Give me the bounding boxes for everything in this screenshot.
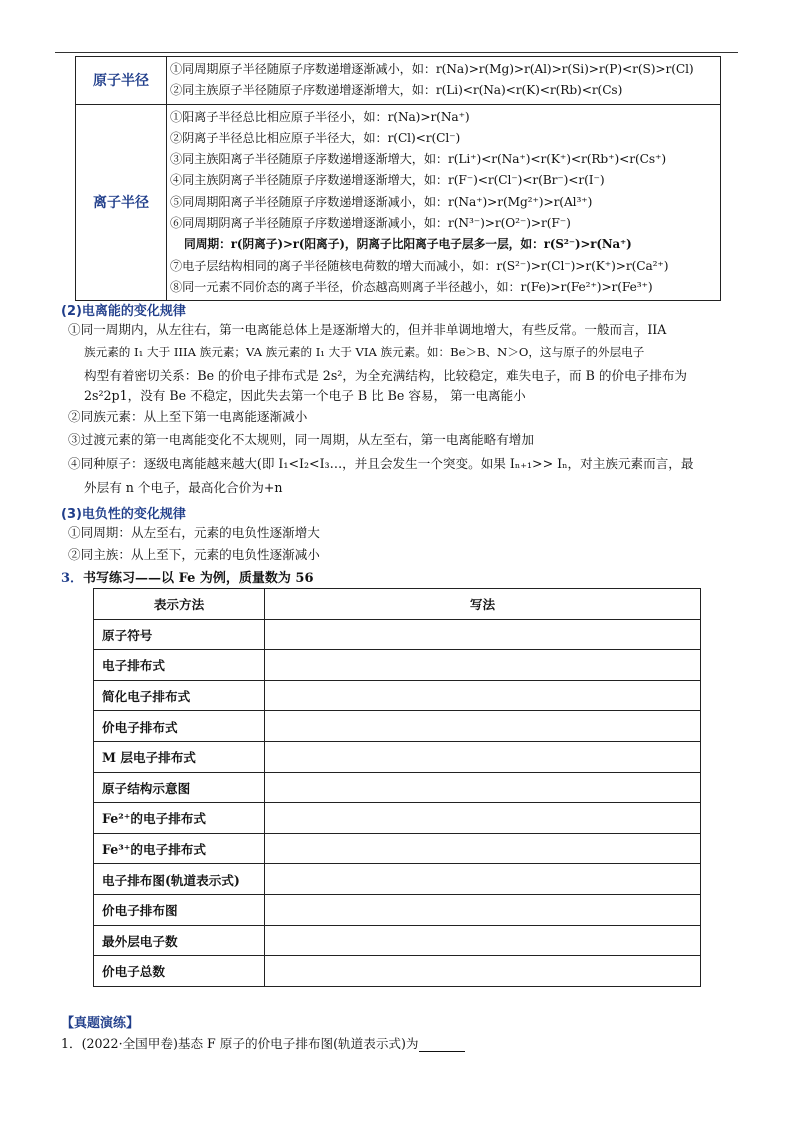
table-row — [94, 925, 701, 956]
table-row — [76, 104, 721, 301]
section-title-ionization: (2)电离能的变化规律 — [61, 304, 186, 319]
answer-cell[interactable] — [265, 680, 701, 711]
row-label-ionic-radius: 离子半径 — [76, 104, 167, 301]
rule-line: ②阴离子半径总比相应原子半径大，如：r(Cl)<r(Cl⁻) — [170, 130, 461, 145]
question-1-text: 1．(2022·全国甲卷)基态 F 原子的价电子排布图(轨道表示式)为 — [61, 1036, 419, 1051]
row-label: 原子符号 — [94, 619, 265, 650]
table-row — [94, 803, 701, 834]
table-header-row — [94, 589, 701, 620]
zhenti-heading: 【真题演练】 — [61, 1016, 140, 1031]
answer-cell[interactable] — [265, 803, 701, 834]
column-header-method: 表示方法 — [94, 589, 265, 620]
answer-cell[interactable] — [265, 833, 701, 864]
row-label: 电子排布图(轨道表示式) — [94, 864, 265, 895]
answer-cell[interactable] — [265, 772, 701, 803]
paragraph-line: 族元素的 I₁ 大于 IIIA 族元素；VA 族元素的 I₁ 大于 VIA 族元素。如：Be＞B、N＞O，这与原子的外层电子 — [84, 345, 645, 359]
column-header-writing: 写法 — [265, 589, 701, 620]
rule-line: ③同主族阳离子半径随原子序数递增逐渐增大，如：r(Li⁺)<r(Na⁺)<r(K⁺)<r(Rb⁺)<r(Cs⁺) — [170, 152, 666, 167]
answer-cell[interactable] — [265, 619, 701, 650]
paragraph-line: ③过渡元素的第一电离能变化不太规则，同一周期，从左至右，第一电离能略有增加 — [68, 432, 534, 447]
table-row — [76, 57, 721, 105]
rule-line: ⑧同一元素不同价态的离子半径，价态越高则离子半径越小，如：r(Fe)>r(Fe²⁺)>r(Fe³⁺) — [170, 279, 653, 294]
paragraph-line: ④同种原子：逐级电离能越来越大(即 I₁<I₂<I₃…，并且会发生一个突变。如果 Iₙ₊₁>> Iₙ，对主族元素而言，最 — [68, 456, 694, 471]
row-label: 价电子排布式 — [94, 711, 265, 742]
paragraph-line: ②同主族：从上至下，元素的电负性逐渐减小 — [68, 547, 320, 562]
row-label: M 层电子排布式 — [94, 741, 265, 772]
table-row — [94, 772, 701, 803]
row-label: 最外层电子数 — [94, 925, 265, 956]
row-label: 价电子总数 — [94, 956, 265, 987]
answer-cell[interactable] — [265, 711, 701, 742]
rule-line: ⑦电子层结构相同的离子半径随核电荷数的增大而减小，如：r(S²⁻)>r(Cl⁻)>r(K⁺)>r(Ca²⁺) — [170, 258, 669, 273]
paragraph-line: 2s²2p1，没有 Be 不稳定，因此失去第一个电子 B 比 Be 容易， 第一电离能小 — [84, 388, 526, 403]
paragraph-line: ①同一周期内，从左往右，第一电离能总体上是逐渐增大的，但并非单调地增大，有些反常。一般而言，IIA — [68, 322, 667, 337]
answer-cell[interactable] — [265, 894, 701, 925]
practice-table — [93, 588, 701, 987]
radius-table — [75, 56, 721, 301]
rule-line: ①阳离子半径总比相应原子半径小，如：r(Na)>r(Na⁺) — [170, 109, 470, 124]
row-label: 电子排布式 — [94, 650, 265, 681]
answer-cell[interactable] — [265, 956, 701, 987]
table-row — [94, 619, 701, 650]
practice-number: 3． — [61, 571, 84, 586]
row-label-atomic-radius: 原子半径 — [76, 57, 167, 105]
header-rule — [55, 52, 738, 53]
row-label: 价电子排布图 — [94, 894, 265, 925]
table-row — [94, 864, 701, 895]
rule-line: ④同主族阴离子半径随原子序数递增逐渐增大，如：r(F⁻)<r(Cl⁻)<r(Br⁻)<r(I⁻) — [170, 173, 605, 188]
table-row — [94, 894, 701, 925]
answer-cell[interactable] — [265, 650, 701, 681]
table-row — [94, 741, 701, 772]
row-label: 原子结构示意图 — [94, 772, 265, 803]
paragraph-line: ②同族元素：从上至下第一电离能逐渐减小 — [68, 409, 308, 424]
question-1 — [61, 1033, 465, 1052]
paragraph-line: 构型有着密切关系：Be 的价电子排布式是 2s²，为全充满结构，比较稳定，难失电子，而 B 的价电子排布为 — [84, 368, 688, 383]
practice-title: 书写练习——以 Fe 为例，质量数为 56 — [83, 571, 314, 586]
section-title-electronegativity: (3)电负性的变化规律 — [61, 507, 186, 522]
row-label: Fe²⁺的电子排布式 — [94, 803, 265, 834]
table-row — [94, 833, 701, 864]
rule-note-bold: 同周期：r(阴离子)>r(阳离子)，阴离子比阳离子电子层多一层，如：r(S²⁻)>r(Na⁺) — [184, 237, 632, 252]
answer-cell[interactable] — [265, 741, 701, 772]
rule-line: ⑥同周期阴离子半径随原子序数递增逐渐减小，如：r(N³⁻)>r(O²⁻)>r(F⁻) — [170, 216, 571, 231]
table-row — [94, 711, 701, 742]
rule-line: ⑤同周期阳离子半径随原子序数递增逐渐减小，如：r(Na⁺)>r(Mg²⁺)>r(Al³⁺) — [170, 194, 593, 209]
rule-line: ①同周期原子半径随原子序数递增逐渐减小，如：r(Na)>r(Mg)>r(Al)>r(Si)>r(P)<r(S)>r(Cl) — [170, 62, 694, 76]
answer-cell[interactable] — [265, 864, 701, 895]
table-row — [94, 956, 701, 987]
table-row — [94, 650, 701, 681]
answer-cell[interactable] — [265, 925, 701, 956]
rule-line: ②同主族原子半径随原子序数递增逐渐增大，如：r(Li)<r(Na)<r(K)<r(Rb)<r(Cs) — [170, 83, 623, 98]
practice-heading — [61, 567, 314, 586]
paragraph-line: ①同周期：从左至右，元素的电负性逐渐增大 — [68, 525, 320, 540]
row-label: Fe³⁺的电子排布式 — [94, 833, 265, 864]
row-label: 简化电子排布式 — [94, 680, 265, 711]
answer-blank[interactable] — [419, 1037, 465, 1052]
paragraph-line: 外层有 n 个电子，最高化合价为+n — [84, 480, 283, 495]
table-row — [94, 680, 701, 711]
